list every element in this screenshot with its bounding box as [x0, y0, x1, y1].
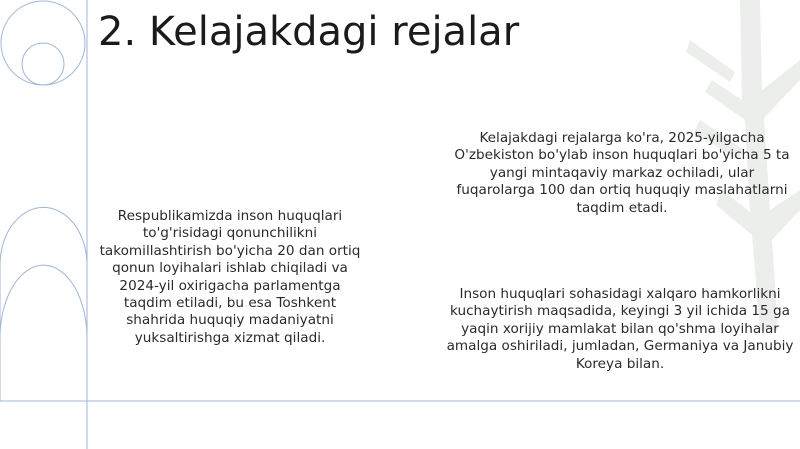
- text-block-international-cooperation: Inson huquqlari sohasidagi xalqaro hamkorlikni kuchaytirish maqsadida, keyingi 3 yil ichida 15 ga yaqin xorijiy mamlakat bilan qo'shma loyihalar amalga oshiriladi, jumladan, Germaniya va Janubiy Koreya bilan.: [446, 286, 794, 372]
- text-block-regional-centers: Kelajakdagi rejalarga ko'ra, 2025-yilgacha O'zbekiston bo'ylab inson huquqlari bo'yicha 5 ta yangi mintaqaviy markaz ochiladi, ular fuqarolarga 100 dan ortiq huquqiy maslahatlarni taqdim etadi.: [454, 130, 790, 216]
- arch-inner: [0, 265, 87, 338]
- circle-small: [22, 43, 64, 85]
- text-block-legislation: Respublikamizda inson huquqlari to'g'risidagi qonunchilikni takomillashtirish bo'yicha 20 dan ortiq qonun loyihalari ishlab chiqiladi va 2024-yil oxirigacha parlamentga taqdim etiladi, bu esa Toshkent shahrida huquqiy madaniyatni yuksaltirishga xizmat qiladi.: [99, 208, 361, 346]
- slide-title: 2. Kelajakdagi rejalar: [98, 9, 520, 55]
- arch-outer: [0, 207, 87, 401]
